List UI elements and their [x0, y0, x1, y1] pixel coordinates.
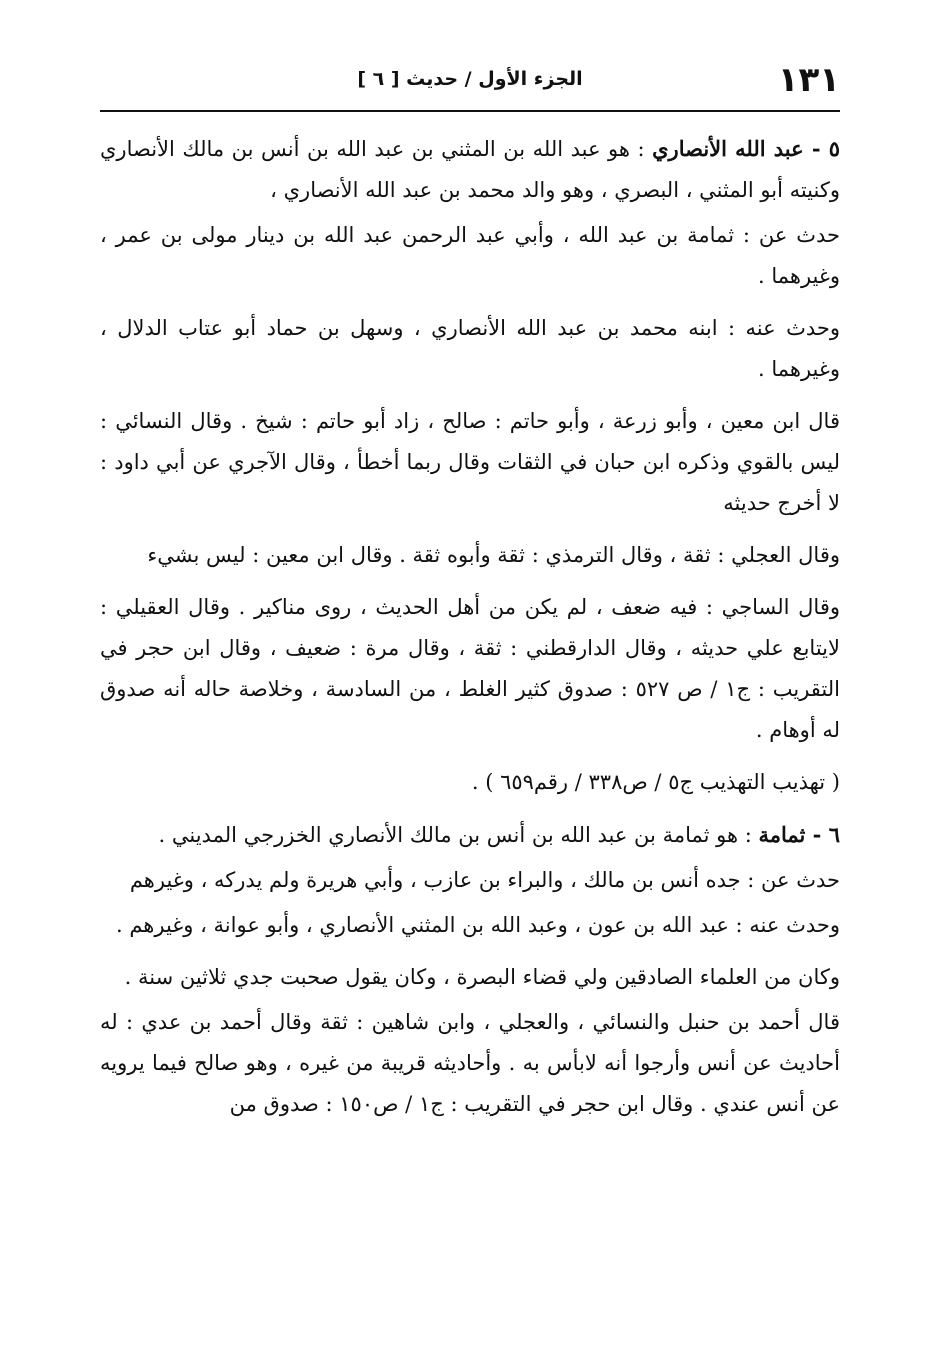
paragraph-text: ( تهذيب التهذيب ج٥ / ص٣٣٨ / رقم٦٥٩ ) .	[471, 770, 840, 794]
paragraph	[100, 401, 840, 524]
paragraph-text: حدث عن : جده أنس بن مالك ، والبراء بن عازب ، وأبي هريرة ولم يدركه ، وغيرهم	[129, 868, 840, 892]
paragraph	[100, 762, 840, 803]
page-body	[100, 128, 840, 1136]
paragraph-text: وحدث عنه : ابنه محمد بن عبد الله الأنصاري ، وسهل بن حماد أبو عتاب الدلال ، وغيرهما .	[100, 316, 840, 381]
header-rule	[100, 110, 840, 112]
paragraph-text: : هو عبد الله بن المثني بن عبد الله بن أنس بن مالك الأنصاري وكنيته أبو المثني ، البصري ، وهو والد محمد بن عبد الله الأنصاري ،	[100, 137, 840, 202]
paragraph	[100, 535, 840, 576]
paragraph	[100, 860, 840, 901]
entry-title: ٦ - ثمامة	[758, 822, 840, 847]
paragraph	[100, 905, 840, 946]
paragraph-text: قال أحمد بن حنبل والنسائي ، والعجلي ، وابن شاهين : ثقة وقال أحمد بن عدي : له أحاديث عن أنس وأرجوا أنه لابأس به . وأحاديثه قريبة من غيره ، وهو صالح فيما يرويه عن أنس عندي . وقال ابن حجر في التقريب : ج١ / ص١٥٠ : صدوق من	[100, 1010, 840, 1116]
paragraph	[100, 308, 840, 390]
page-header	[100, 58, 840, 102]
running-title: الجزء الأول / حديث [ ٦ ]	[357, 68, 583, 90]
paragraph-text: قال ابن معين ، وأبو زرعة ، وأبو حاتم : صالح ، زاد أبو حاتم : شيخ . وقال النسائي : ليس بالقوي وذكره ابن حبان في الثقات وقال ربما أخطأ ، وقال الآجري عن أبي داود : لا أخرج حديثه	[100, 409, 840, 515]
narrator-entry-heading	[100, 814, 840, 856]
narrator-entry-heading	[100, 128, 840, 211]
paragraph-text: وكان من العلماء الصادقين ولي قضاء البصرة ، وكان يقول صحبت جدي ثلاثين سنة .	[124, 965, 840, 989]
paragraph	[100, 957, 840, 998]
paragraph	[100, 587, 840, 751]
paragraph-text: وقال العجلي : ثقة ، وقال الترمذي : ثقة وأبوه ثقة . وقال ابن معين : ليس بشيء	[147, 543, 840, 567]
paragraph-text: حدث عن : ثمامة بن عبد الله ، وأبي عبد الرحمن عبد الله بن دينار مولى بن عمر ، وغيرهما .	[100, 223, 840, 288]
entry-title: ٥ - عبد الله الأنصاري	[652, 136, 840, 161]
page-number: ١٣١	[777, 60, 840, 100]
paragraph-text: وحدث عنه : عبد الله بن عون ، وعبد الله بن المثني الأنصاري ، وأبو عوانة ، وغيرهم .	[115, 913, 840, 937]
paragraph	[100, 1002, 840, 1125]
paragraph-text: : هو ثمامة بن عبد الله بن أنس بن مالك الأنصاري الخزرجي المديني .	[158, 823, 759, 847]
paragraph	[100, 215, 840, 297]
paragraph-text: وقال الساجي : فيه ضعف ، لم يكن من أهل الحديث ، روى مناكير . وقال العقيلي : لايتابع علي حديثه ، وقال الدارقطني : ثقة ، وقال مرة : ضعيف ، وقال ابن حجر في التقريب : ج١ / ص ٥٢٧ : صدوق كثير الغلط ، من السادسة ، وخلاصة حاله أنه صدوق له أوهام .	[100, 595, 840, 742]
